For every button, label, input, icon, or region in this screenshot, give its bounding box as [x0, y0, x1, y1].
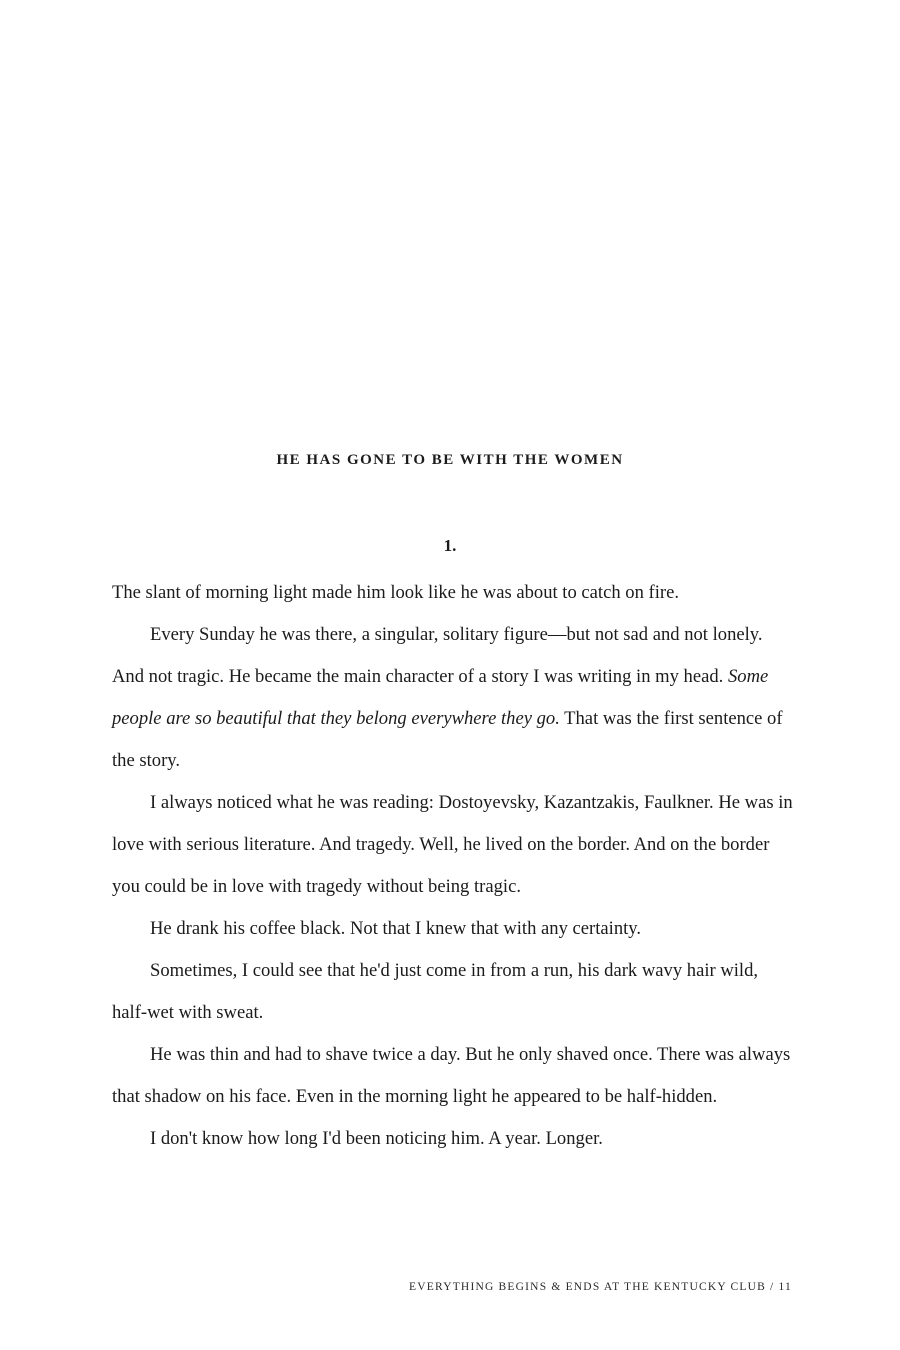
paragraph: He was thin and had to shave twice a day. But he only shaved once. There was always that shadow on his face. Even in the morning light he appeared to be half-hidden. — [112, 1044, 791, 1107]
page-number: 11 — [778, 1281, 792, 1293]
italic-sentence: Some people are so beautiful that they belong everywhere they go. — [112, 666, 769, 729]
chapter-title: HE HAS GONE TO BE WITH THE WOMEN — [276, 452, 624, 468]
body-text — [112, 572, 794, 1160]
section-number: 1. — [443, 536, 457, 555]
paragraph: He drank his coffee black. Not that I knew that with any certainty. — [150, 918, 642, 939]
footer-separator: / — [765, 1281, 779, 1293]
paragraph: I always noticed what he was reading: Dostoyevsky, Kazantzakis, Faulkner. He was in love with serious literature. And tragedy. Well, he lived on the border. And on the border you could be in love with tragedy without being tragic. — [112, 792, 793, 897]
paragraph: I don't know how long I'd been noticing him. A year. Longer. — [150, 1128, 603, 1149]
paragraph — [112, 614, 794, 782]
footer-book-title: EVERYTHING BEGINS & ENDS AT THE KENTUCKY CLUB — [409, 1281, 766, 1293]
paragraph: The slant of morning light made him look like he was about to catch on fire. — [112, 582, 679, 603]
paragraph: Sometimes, I could see that he'd just come in from a run, his dark wavy hair wild, half-wet with sweat. — [112, 960, 759, 1023]
paragraph-text: That was the first sentence of the story. — [112, 708, 783, 771]
paragraph-text: Every Sunday he was there, a singular, solitary figure—but not sad and not lonely. And not tragic. He became the main character of a story I was writing in my head. — [112, 624, 763, 687]
running-footer — [409, 1281, 792, 1293]
